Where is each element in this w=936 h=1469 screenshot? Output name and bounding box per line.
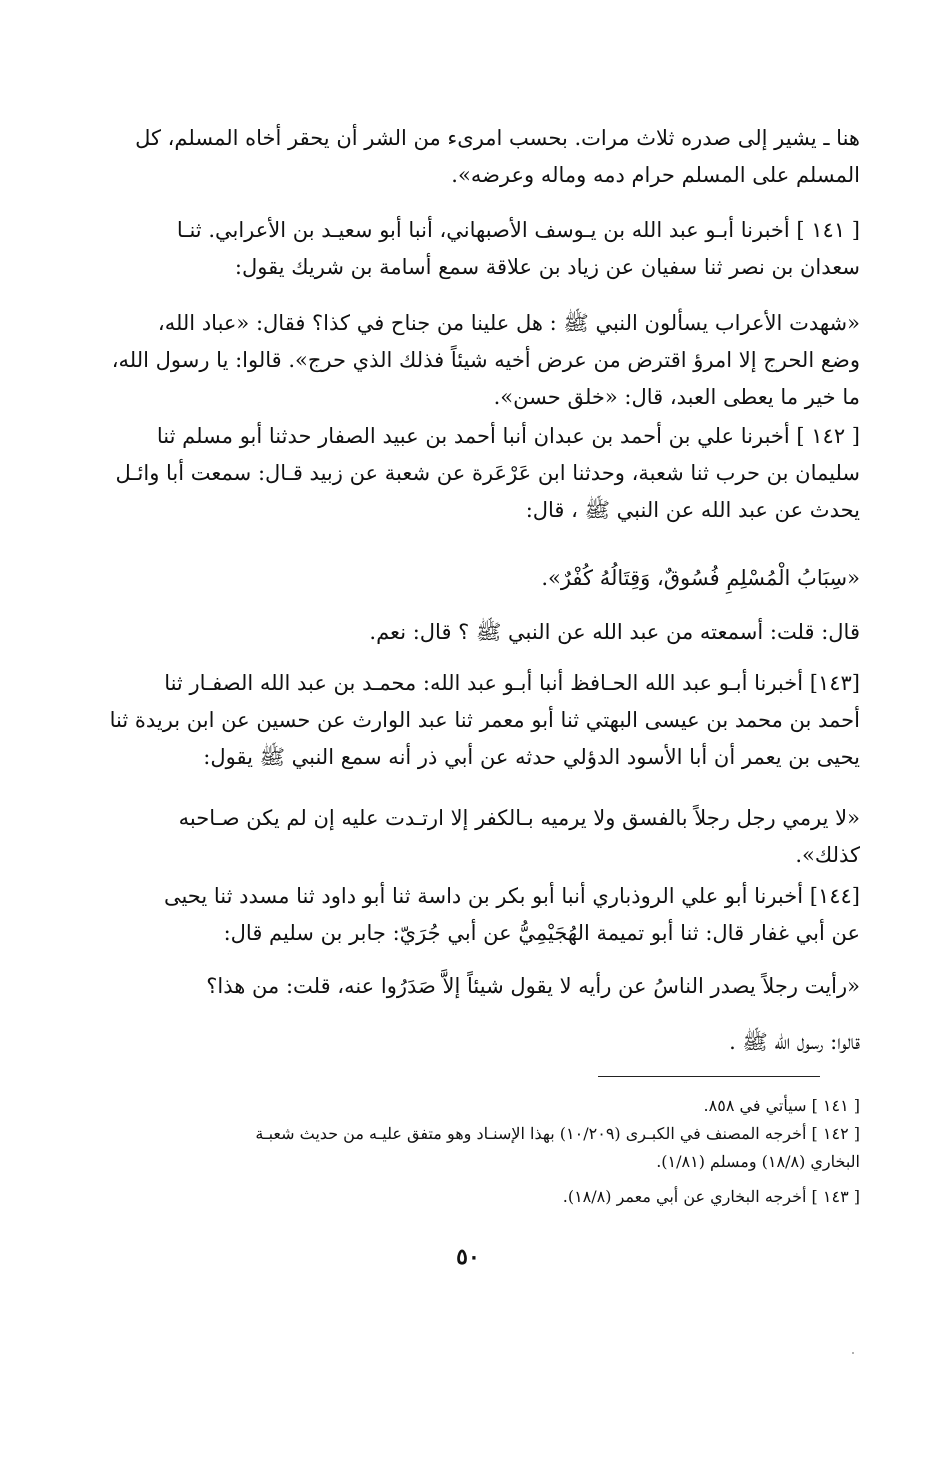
- hadith-144-answer: قالوا: رسول الله ﷺ .: [729, 1030, 860, 1054]
- scan-speck: [852, 1352, 854, 1354]
- hadith-141-matn: «شهدت الأعراب يسألون النبي ﷺ : هل علينا من جناح في كذا؟ فقال: «عباد الله، وضع الحرج إلا امرؤ اقترض من عرض أخيه شيئاً فذلك الذي حرج». قالوا: يا رسول الله، ما خير ما يعطى العبد، قال: «خلق حسن».: [111, 311, 860, 409]
- hadith-144-matn: «رأيت رجلاً يصدر الناسُ عن رأيه لا يقول شيئاً إلاَّ صَدَرُوا عنه، قلت: من هذا؟: [206, 974, 860, 998]
- hadith-142-isnad: [ ١٤٢ ] أخبرنا علي بن أحمد بن عبدان أنبا أحمد بن عبيد الصفار حدثنا أبو مسلم ثنا سليمان بن حرب ثنا شعبة، وحدثنا ابن عَرْعَرة عن شعبة عن زبيد قـال: سمعت أبا وائـل يحدث عن عبد الله عن النبي ﷺ ، قال:: [115, 424, 860, 522]
- hadith-143-matn: «لا يرمي رجل رجلاً بالفسق ولا يرميه بـالكفر إلا ارتـدت عليه إن لم يكن صـاحبه كذلك».: [178, 806, 860, 867]
- footnote-141: [ ١٤١ ] سيأتي في ٨٥٨.: [703, 1096, 860, 1115]
- hadith-142-followup: قال: قلت: أسمعته من عبد الله عن النبي ﷺ ؟ قال: نعم.: [369, 620, 860, 644]
- hadith-142-matn: «سِبَابُ الْمُسْلِمِ فُسُوقٌ، وَقِتَالُهُ كُفْرٌ».: [541, 566, 860, 590]
- paragraph-continuation: هنا ـ يشير إلى صدره ثلاث مرات. بحسب امرىء من الشر أن يحقر أخاه المسلم، كل المسلم على المسلم حرام دمه وماله وعرضه».: [135, 126, 860, 187]
- footnote-separator: [598, 1076, 820, 1077]
- hadith-143-isnad: [١٤٣] أخبرنا أبـو عبد الله الحـافظ أنبا أبـو عبد الله: محمـد بن عبد الله الصفـار ثنا أحمد بن محمد بن عيسى البهتي ثنا أبو معمر ثنا عبد الوارث عن حسين عن ابن بريدة ثنا يحيى بن يعمر أن أبا الأسود الدؤلي حدثه عن أبي ذر أنه سمع النبي ﷺ يقول:: [109, 671, 860, 769]
- page-number: ٥٠: [456, 1244, 480, 1270]
- hadith-141-isnad: [ ١٤١ ] أخبرنا أبـو عبد الله بن يـوسف الأصبهاني، أنبا أبو سعيـد بن الأعرابي. ثنـا سعدان بن نصر ثنا سفيان عن زياد بن علاقة سمع أسامة بن شريك يقول:: [176, 218, 860, 279]
- hadith-144-isnad: [١٤٤] أخبرنا أبو علي الروذباري أنبا أبو بكر بن داسة ثنا أبو داود ثنا مسدد ثنا يحيى عن أبي غفار قال: ثنا أبو تميمة الهُجَيْمِيُّ عن أبي جُرَيّ: جابر بن سليم قال:: [163, 884, 860, 945]
- footnote-142: [ ١٤٢ ] أخرجه المصنف في الكبـرى (١٠/٢٠٩) بهذا الإسنـاد وهو متفق عليـه من حديث شعبـة البخاري (١٨/٨) ومسلم (١/٨١).: [255, 1124, 860, 1171]
- footnote-143: [ ١٤٣ ] أخرجه البخاري عن أبي معمر (١٨/٨).: [562, 1187, 860, 1206]
